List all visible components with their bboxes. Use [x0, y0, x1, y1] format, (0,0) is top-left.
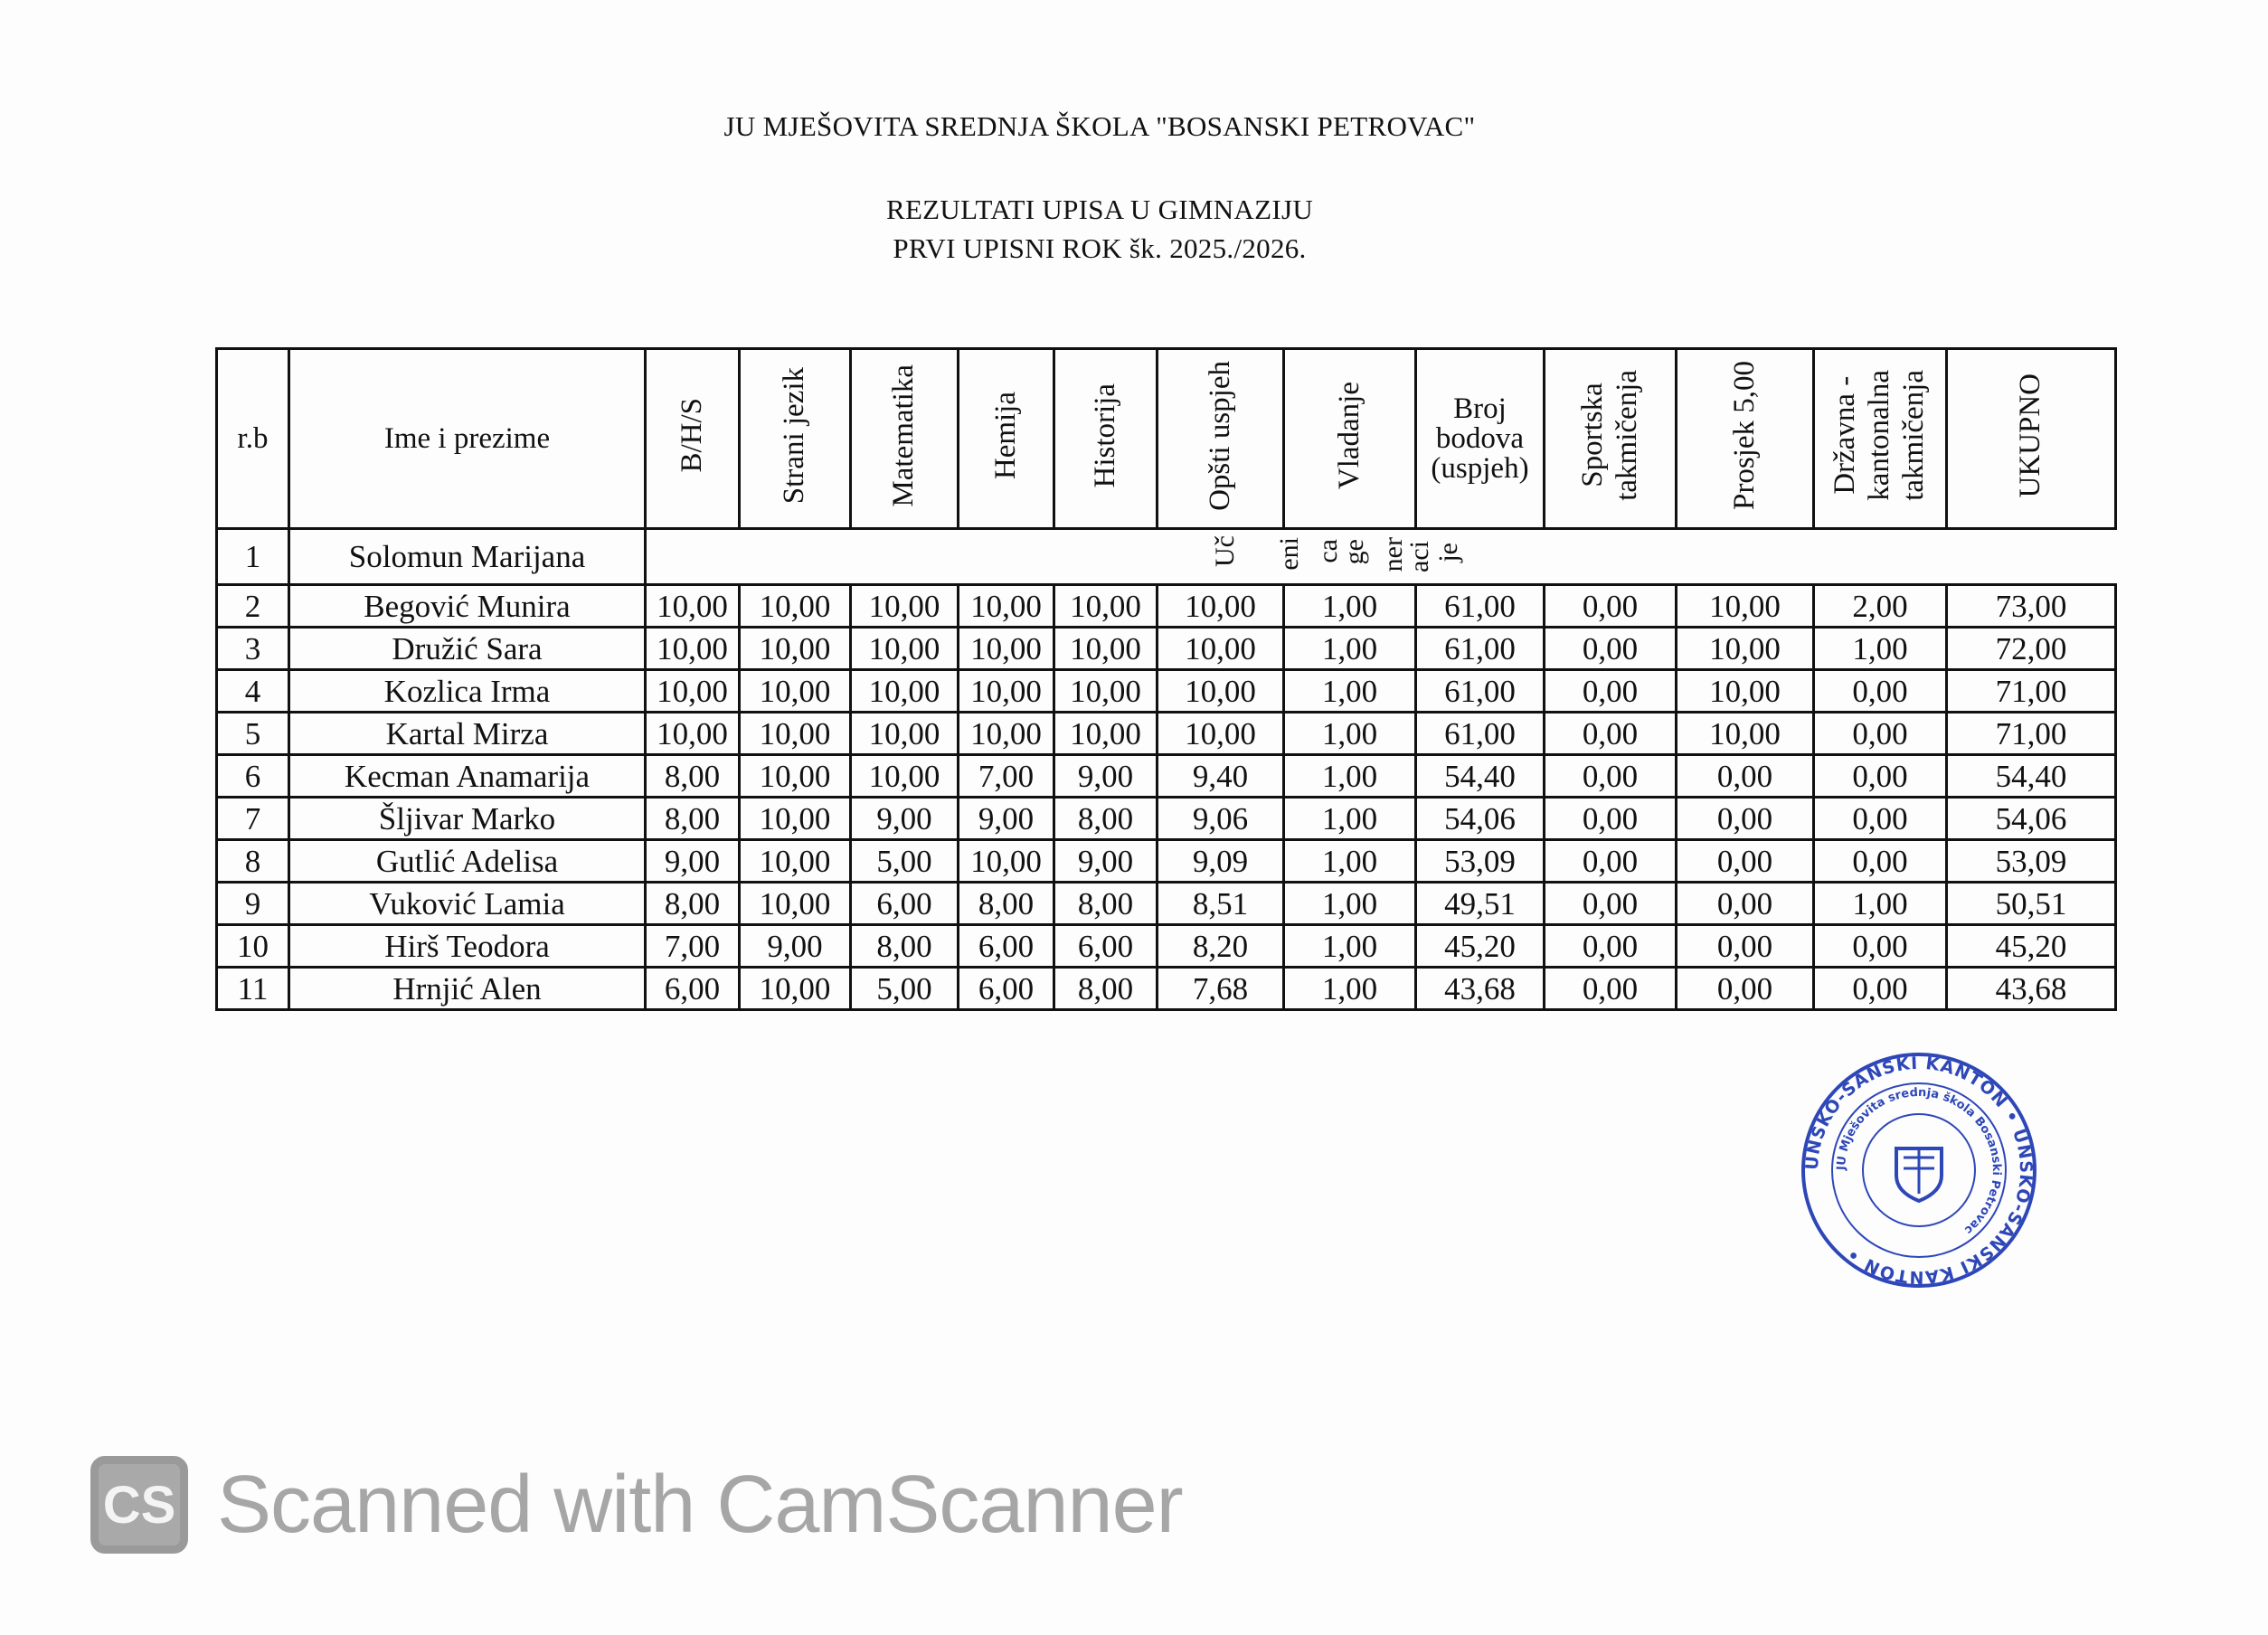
cell-bhs: 8,00	[646, 883, 740, 925]
cell-opsti-uspjeh: 8,20	[1158, 925, 1284, 968]
cell-prosjek: 10,00	[1677, 713, 1814, 755]
cell-drzavna: 0,00	[1814, 840, 1947, 883]
cell-hemija: 10,00	[959, 670, 1054, 713]
cell-vladanje: 1,00	[1284, 798, 1416, 840]
cell-name: Družić Sara	[289, 628, 646, 670]
cell-name: Vuković Lamia	[289, 883, 646, 925]
cell-name: Begović Munira	[289, 585, 646, 628]
document-subtitle: PRVI UPISNI ROK šk. 2025./2026.	[893, 232, 1307, 264]
column-header-hemija: Hemija	[959, 349, 1054, 529]
cell-broj-bodova: 54,40	[1416, 755, 1545, 798]
cell-name: Šljivar Marko	[289, 798, 646, 840]
cell-strani-jezik: 10,00	[740, 840, 851, 883]
svg-text:JU Mješovita srednja škola Bos: JU Mješovita srednja škola Bosanski Petrovac	[1834, 1085, 2004, 1237]
column-header-broj-bodova: Broj bodova (uspjeh)	[1416, 349, 1545, 529]
column-header-matematika: Matematika	[851, 349, 959, 529]
column-header-vladanje: Vladanje	[1284, 349, 1416, 529]
cell-strani-jezik: 10,00	[740, 968, 851, 1010]
cell-rb: 1	[217, 529, 289, 585]
cell-rb: 2	[217, 585, 289, 628]
cell-name: Solomun Marijana	[289, 529, 646, 585]
cell-ukupno: 54,40	[1947, 755, 2116, 798]
cell-vladanje: 1,00	[1284, 840, 1416, 883]
cell-historija: 8,00	[1054, 883, 1158, 925]
cell-prosjek: 10,00	[1677, 670, 1814, 713]
cell-historija: 8,00	[1054, 968, 1158, 1010]
cell-historija: 9,00	[1054, 755, 1158, 798]
cell-bhs: 10,00	[646, 628, 740, 670]
cell-prosjek: 10,00	[1677, 628, 1814, 670]
cell-drzavna: 0,00	[1814, 798, 1947, 840]
table-row	[217, 925, 2116, 968]
cell-strani-jezik: 10,00	[740, 670, 851, 713]
cell-matematika: 8,00	[851, 925, 959, 968]
cell-opsti-uspjeh: 10,00	[1158, 585, 1284, 628]
cell-matematika: 5,00	[851, 968, 959, 1010]
cell-ukupno: 71,00	[1947, 713, 2116, 755]
cell-prosjek: 0,00	[1677, 840, 1814, 883]
cell-hemija: 9,00	[959, 798, 1054, 840]
cell-rb: 6	[217, 755, 289, 798]
cell-bhs: 8,00	[646, 755, 740, 798]
cell-sportska: 0,00	[1545, 713, 1677, 755]
table-row	[217, 798, 2116, 840]
cell-rb: 3	[217, 628, 289, 670]
cell-broj-bodova: 61,00	[1416, 628, 1545, 670]
cell-matematika: 5,00	[851, 840, 959, 883]
cell-drzavna: 0,00	[1814, 755, 1947, 798]
cell-historija: 10,00	[1054, 670, 1158, 713]
cell-hemija: 10,00	[959, 840, 1054, 883]
camscanner-text: Scanned with CamScanner	[217, 1459, 1183, 1550]
column-header-sportska-takmicenja: Sportska takmičenja	[1545, 349, 1677, 529]
cell-drzavna: 0,00	[1814, 670, 1947, 713]
cell-matematika: 10,00	[851, 670, 959, 713]
cell-ukupno: 53,09	[1947, 840, 2116, 883]
column-header-bhs: B/H/S	[646, 349, 740, 529]
cell-sportska: 0,00	[1545, 628, 1677, 670]
cell-broj-bodova: 61,00	[1416, 670, 1545, 713]
column-header-drzavna-takmicenja: Državna - kantonalna takmičenja	[1814, 349, 1947, 529]
cell-sportska: 0,00	[1545, 585, 1677, 628]
cell-hemija: 6,00	[959, 925, 1054, 968]
cell-bhs: 10,00	[646, 585, 740, 628]
cell-strani-jezik: 10,00	[740, 883, 851, 925]
results-table	[215, 347, 2117, 1011]
cell-rb: 10	[217, 925, 289, 968]
table-row	[217, 585, 2116, 628]
cell-drzavna: 0,00	[1814, 713, 1947, 755]
cell-strani-jezik: 10,00	[740, 585, 851, 628]
cell-broj-bodova: 49,51	[1416, 883, 1545, 925]
cell-prosjek: 0,00	[1677, 968, 1814, 1010]
cell-broj-bodova: 61,00	[1416, 713, 1545, 755]
cell-broj-bodova: 53,09	[1416, 840, 1545, 883]
cell-broj-bodova: 43,68	[1416, 968, 1545, 1010]
cell-sportska: 0,00	[1545, 670, 1677, 713]
cell-rb: 4	[217, 670, 289, 713]
cell-ukupno: 72,00	[1947, 628, 2116, 670]
svg-text:UNSKO-SANSKI KANTON • UNSKO-SA: UNSKO-SANSKI KANTON • UNSKO-SANSKI KANTON •	[1801, 1053, 2036, 1288]
cell-strani-jezik: 10,00	[740, 713, 851, 755]
cell-ukupno: 45,20	[1947, 925, 2116, 968]
cell-vladanje: 1,00	[1284, 628, 1416, 670]
cell-strani-jezik: 10,00	[740, 628, 851, 670]
document-title: REZULTATI UPISA U GIMNAZIJU	[885, 194, 1314, 225]
camscanner-logo-icon: CS	[90, 1456, 188, 1554]
cell-prosjek: 0,00	[1677, 925, 1814, 968]
header-row	[217, 349, 2116, 529]
cell-ukupno: 50,51	[1947, 883, 2116, 925]
table-row	[217, 968, 2116, 1010]
table-row	[217, 713, 2116, 755]
cell-hemija: 7,00	[959, 755, 1054, 798]
cell-hemija: 6,00	[959, 968, 1054, 1010]
cell-name: Hrnjić Alen	[289, 968, 646, 1010]
cell-drzavna: 1,00	[1814, 883, 1947, 925]
generation-student-note: Uč eni ca ge ner aci je	[646, 529, 2116, 585]
cell-hemija: 10,00	[959, 628, 1054, 670]
cell-rb: 7	[217, 798, 289, 840]
cell-sportska: 0,00	[1545, 883, 1677, 925]
cell-ukupno: 71,00	[1947, 670, 2116, 713]
cell-vladanje: 1,00	[1284, 670, 1416, 713]
cell-sportska: 0,00	[1545, 755, 1677, 798]
table-row	[217, 628, 2116, 670]
cell-vladanje: 1,00	[1284, 925, 1416, 968]
cell-historija: 10,00	[1054, 628, 1158, 670]
cell-opsti-uspjeh: 7,68	[1158, 968, 1284, 1010]
column-header-rb: r.b	[217, 349, 289, 529]
cell-bhs: 7,00	[646, 925, 740, 968]
cell-strani-jezik: 9,00	[740, 925, 851, 968]
cell-name: Hirš Teodora	[289, 925, 646, 968]
cell-bhs: 9,00	[646, 840, 740, 883]
table-row	[217, 840, 2116, 883]
cell-opsti-uspjeh: 9,40	[1158, 755, 1284, 798]
cell-matematika: 10,00	[851, 713, 959, 755]
cell-historija: 10,00	[1054, 585, 1158, 628]
column-header-ukupno: UKUPNO	[1947, 349, 2116, 529]
cell-historija: 9,00	[1054, 840, 1158, 883]
column-header-opsti-uspjeh: Opšti uspjeh	[1158, 349, 1284, 529]
cell-sportska: 0,00	[1545, 925, 1677, 968]
cell-rb: 8	[217, 840, 289, 883]
cell-vladanje: 1,00	[1284, 713, 1416, 755]
cell-sportska: 0,00	[1545, 968, 1677, 1010]
cell-sportska: 0,00	[1545, 840, 1677, 883]
table-row	[217, 670, 2116, 713]
cell-name: Kecman Anamarija	[289, 755, 646, 798]
cell-name: Gutlić Adelisa	[289, 840, 646, 883]
cell-sportska: 0,00	[1545, 798, 1677, 840]
cell-bhs: 10,00	[646, 713, 740, 755]
cell-ukupno: 73,00	[1947, 585, 2116, 628]
cell-opsti-uspjeh: 10,00	[1158, 628, 1284, 670]
cell-rb: 11	[217, 968, 289, 1010]
table-row	[217, 883, 2116, 925]
cell-broj-bodova: 45,20	[1416, 925, 1545, 968]
cell-bhs: 8,00	[646, 798, 740, 840]
cell-strani-jezik: 10,00	[740, 798, 851, 840]
cell-historija: 8,00	[1054, 798, 1158, 840]
table-row	[217, 529, 2116, 585]
cell-opsti-uspjeh: 10,00	[1158, 670, 1284, 713]
cell-rb: 5	[217, 713, 289, 755]
cell-matematika: 10,00	[851, 585, 959, 628]
column-header-historija: Historija	[1054, 349, 1158, 529]
cell-hemija: 10,00	[959, 585, 1054, 628]
cell-broj-bodova: 54,06	[1416, 798, 1545, 840]
cell-prosjek: 10,00	[1677, 585, 1814, 628]
cell-matematika: 9,00	[851, 798, 959, 840]
cell-vladanje: 1,00	[1284, 883, 1416, 925]
camscanner-watermark	[90, 1454, 1183, 1555]
cell-name: Kozlica Irma	[289, 670, 646, 713]
cell-opsti-uspjeh: 9,06	[1158, 798, 1284, 840]
cell-name: Kartal Mirza	[289, 713, 646, 755]
cell-matematika: 10,00	[851, 755, 959, 798]
column-header-strani-jezik: Strani jezik	[740, 349, 851, 529]
cell-opsti-uspjeh: 10,00	[1158, 713, 1284, 755]
cell-ukupno: 54,06	[1947, 798, 2116, 840]
column-header-name: Ime i prezime	[289, 349, 646, 529]
cell-opsti-uspjeh: 8,51	[1158, 883, 1284, 925]
cell-historija: 10,00	[1054, 713, 1158, 755]
cell-historija: 6,00	[1054, 925, 1158, 968]
cell-hemija: 8,00	[959, 883, 1054, 925]
cell-broj-bodova: 61,00	[1416, 585, 1545, 628]
cell-strani-jezik: 10,00	[740, 755, 851, 798]
cell-prosjek: 0,00	[1677, 755, 1814, 798]
cell-drzavna: 1,00	[1814, 628, 1947, 670]
cell-drzavna: 2,00	[1814, 585, 1947, 628]
cell-ukupno: 43,68	[1947, 968, 2116, 1010]
cell-bhs: 10,00	[646, 670, 740, 713]
cell-matematika: 6,00	[851, 883, 959, 925]
cell-prosjek: 0,00	[1677, 883, 1814, 925]
cell-vladanje: 1,00	[1284, 585, 1416, 628]
school-name: JU MJEŠOVITA SREDNJA ŠKOLA "BOSANSKI PETROVAC"	[723, 110, 1476, 142]
school-stamp	[1795, 1051, 2044, 1290]
column-header-prosjek: Prosjek 5,00	[1677, 349, 1814, 529]
cell-vladanje: 1,00	[1284, 968, 1416, 1010]
cell-opsti-uspjeh: 9,09	[1158, 840, 1284, 883]
cell-drzavna: 0,00	[1814, 968, 1947, 1010]
cell-hemija: 10,00	[959, 713, 1054, 755]
cell-vladanje: 1,00	[1284, 755, 1416, 798]
cell-drzavna: 0,00	[1814, 925, 1947, 968]
table-row	[217, 755, 2116, 798]
cell-prosjek: 0,00	[1677, 798, 1814, 840]
cell-matematika: 10,00	[851, 628, 959, 670]
cell-bhs: 6,00	[646, 968, 740, 1010]
cell-rb: 9	[217, 883, 289, 925]
